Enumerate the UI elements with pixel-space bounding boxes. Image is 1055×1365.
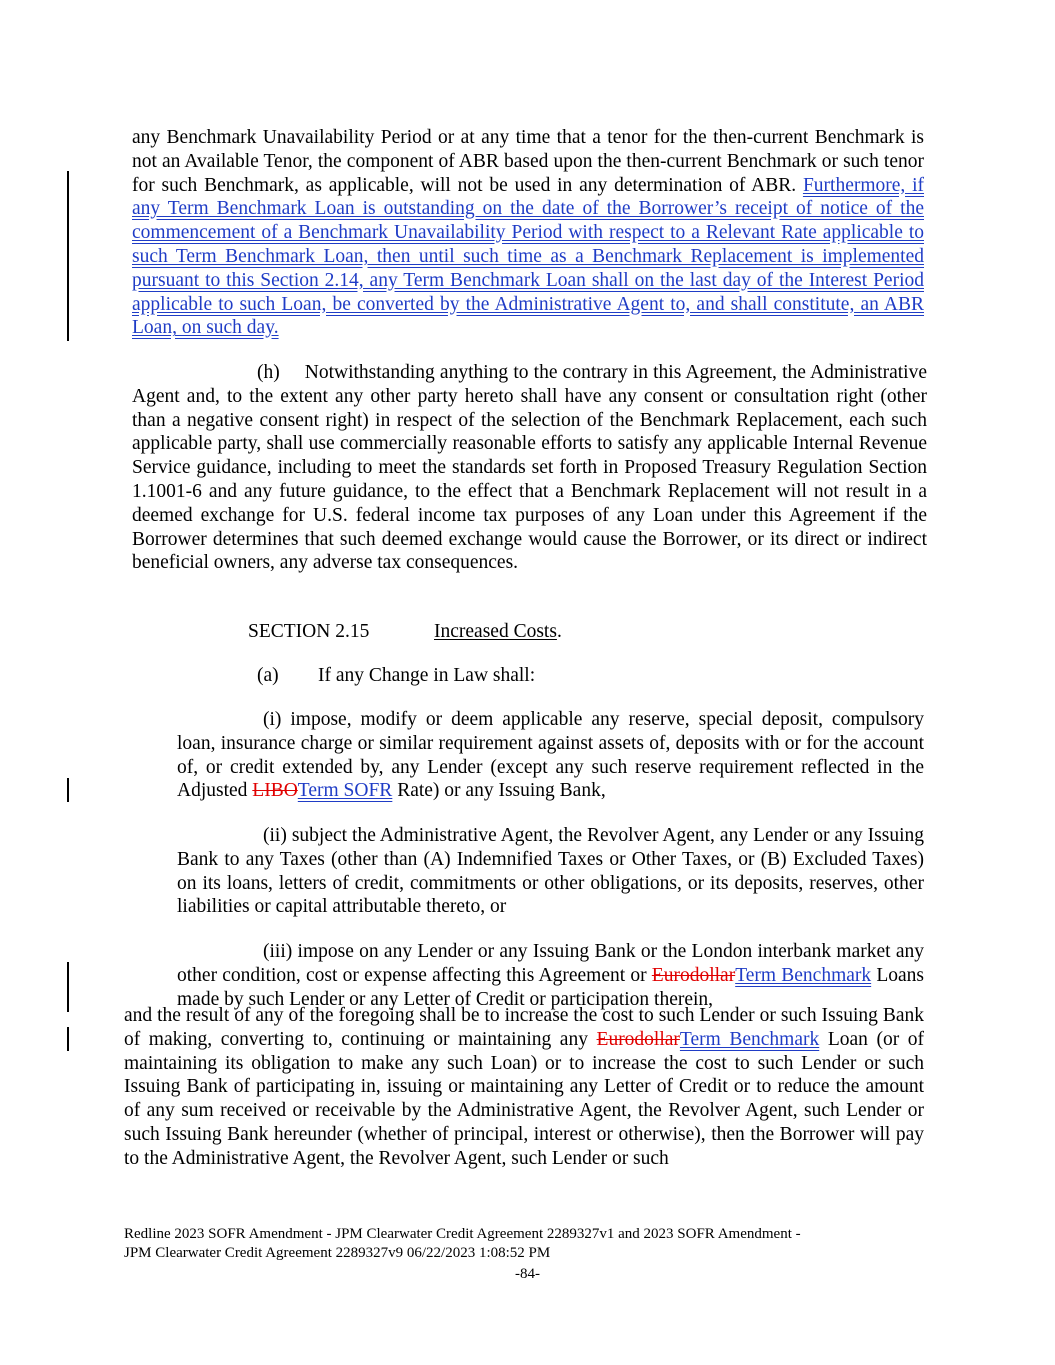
section-number: SECTION 2.15 (248, 621, 370, 642)
paragraph-text: If any Change in Law shall: (318, 665, 536, 686)
section-heading (248, 620, 848, 644)
deleted-text: Eurodollar (596, 1028, 680, 1050)
paragraph-text: any Benchmark Unavailability Period or at any time that a tenor for the then-current Benchmark is not an Available Tenor, the component of ABR based upon the then-current Benchmark or such tenor for such Benchmark, as applicable, will not be used in any determination of ABR. (132, 127, 924, 196)
paragraph-text: Loan (or of maintaining its obligation to make any such Loan) or to increase the cost to such Lender or such Issuing Bank of participating in, issuing or maintaining any Letter of Credit or to reduce the amount of any sum received or receivable by the Administrative Agent, the Revolver Agent, such Lender or such Issuing Bank hereunder (whether of principal, interest or otherwise), then the Borrower will pay to the Administrative Agent, the Revolver Agent, such Lender or such (124, 1028, 924, 1169)
inserted-text: Term Benchmark (679, 1028, 820, 1050)
paragraph-label: (h) (257, 362, 280, 383)
deleted-text: LIBO (252, 780, 298, 802)
footer-line-1: Redline 2023 SOFR Amendment - JPM Clearwater Credit Agreement 2289327v1 and 2023 SOFR Amendment - (124, 1226, 801, 1242)
change-bar (67, 1027, 69, 1051)
footer-line-2: JPM Clearwater Credit Agreement 2289327v9 06/22/2023 1:08:52 PM (124, 1245, 551, 1261)
clause-text: (i) impose, modify or deem applicable any reserve, special deposit, compulsory loan, insurance charge or similar requirement against assets of, deposits with or for the account of, or credit extended by, any Lender (except any such reserve requirement reflected in the Adjusted (177, 709, 924, 802)
inserted-text: Furthermore, if any Term Benchmark Loan is outstanding on the date of the Borrower’s receipt of notice of the commencement of a Benchmark Unavailability Period with respect to a Relevant Rate applicable to such Term Benchmark Loan, then until such time as a Benchmark Replacement is implemented pursuant to this Section 2.14, any Term Benchmark Loan shall on the last day of the Interest Period applicable to such Loan, be converted by the Administrative Agent to, and shall constitute, an ABR Loan, on such day. (132, 174, 925, 339)
section-title: Increased Costs (434, 621, 557, 642)
clause-i (177, 708, 924, 803)
page-number: -84- (515, 1266, 540, 1282)
footer (124, 1225, 924, 1263)
inserted-text: Term SOFR (297, 780, 393, 802)
clause-text: (iii) impose on any Lender or any Issuing Bank or the London interbank market any other condition, cost or expense affecting this Agreement or (177, 941, 924, 986)
change-bar (67, 171, 69, 341)
clause-text: Loans made by such Lender or any Letter of Credit or participation therein, (177, 964, 924, 1010)
clause-text: Rate) or any Issuing Bank, (392, 780, 606, 802)
inserted-text: Term Benchmark (735, 964, 872, 986)
clause-text: (ii) subject the Administrative Agent, the Revolver Agent, any Lender or any Issuing Bank to any Taxes (other than (A) Indemnified Taxes or Other Taxes, or (B) Excluded Taxes) on its loans, letters of credit, commitments or other obligations, or its deposits, reserves, other liabilities or capital attributable thereto, or (177, 825, 924, 918)
closing-paragraph (124, 1004, 924, 1171)
paragraph-label: (a) (257, 665, 279, 686)
section-title-suffix: . (556, 621, 562, 642)
paragraph-a (257, 664, 857, 688)
clause-ii (177, 824, 924, 919)
clause-iii (177, 940, 924, 1011)
paragraph-h (132, 361, 927, 575)
change-bar (67, 778, 69, 802)
paragraph-text: Notwithstanding anything to the contrary in this Agreement, the Administrative Agent and, to the extent any other party hereto shall have any consent or consultation right (other than a negative consent right) in respect of the selection of the Benchmark Replacement, each such applicable party, shall use commercially reasonable efforts to satisfy any applicable Internal Revenue Service guidance, including to meet the standards set forth in Proposed Treasury Regulation Section 1.1001-6 and any future guidance, to the effect that a Benchmark Replacement will not result in a deemed exchange for U.S. federal income tax purposes of any Loan under this Agreement if the Borrower determines that such deemed exchange would cause the Borrower, or its direct or indirect beneficial owners, any adverse tax consequences. (132, 362, 927, 574)
paragraph-text: and the result of any of the foregoing shall be to increase the cost to such Lender or such Issuing Bank of making, converting to, continuing or maintaining any (124, 1005, 924, 1050)
change-bar (67, 962, 69, 1012)
deleted-text: Eurodollar (651, 964, 736, 986)
paragraph-g-continuation (132, 126, 924, 340)
